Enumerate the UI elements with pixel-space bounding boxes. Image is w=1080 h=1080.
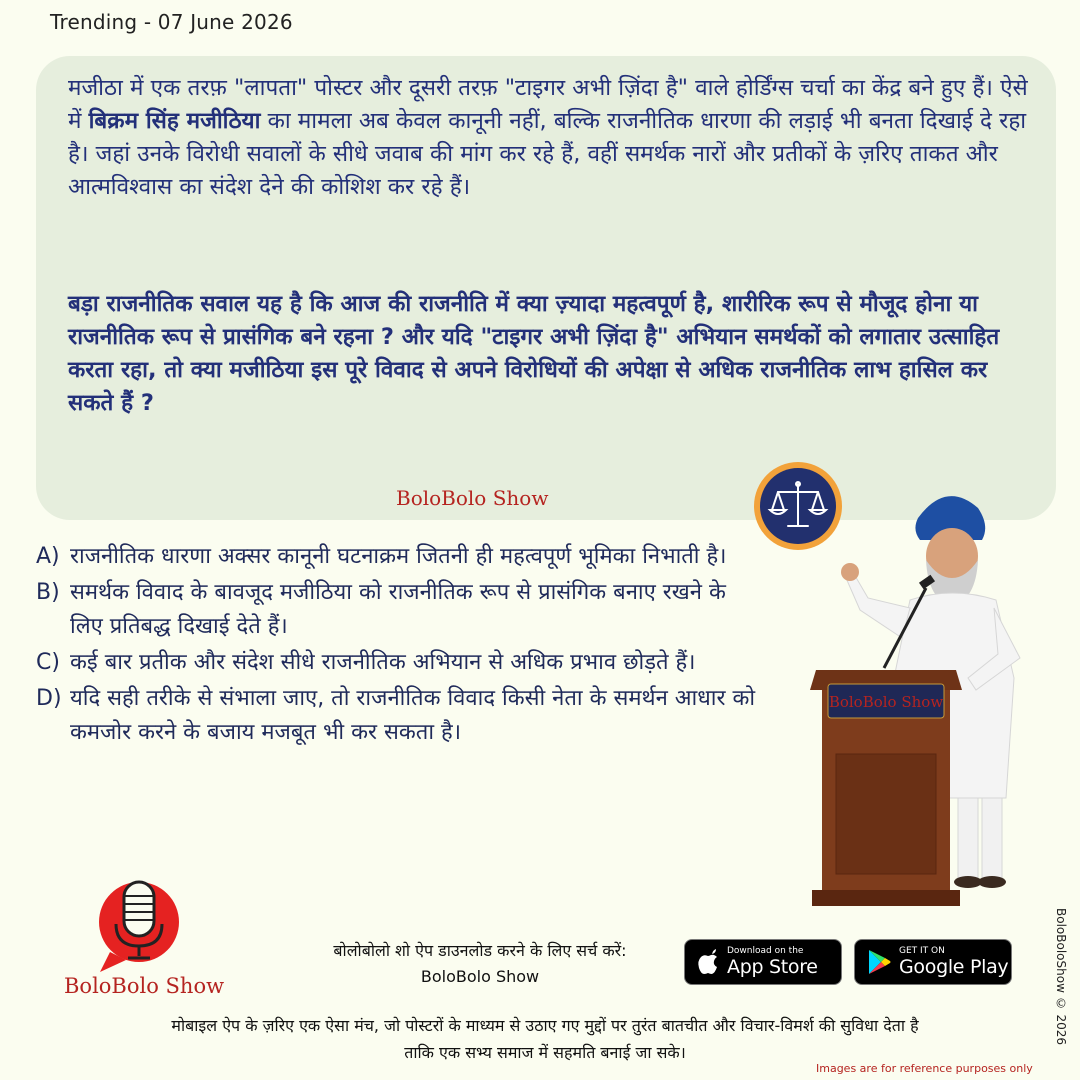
google-play-icon bbox=[867, 949, 891, 975]
trending-date: Trending - 07 June 2026 bbox=[50, 10, 293, 34]
speaker-illustration bbox=[806, 478, 1056, 918]
app-store-badge[interactable] bbox=[684, 939, 842, 985]
option-c-text: कई बार प्रतीक और संदेश सीधे राजनीतिक अभियान से अधिक प्रभाव छोड़ते हैं। bbox=[70, 650, 696, 675]
question-card bbox=[36, 56, 1056, 520]
brand-watermark: BoloBolo Show bbox=[396, 486, 549, 510]
paragraph-rest: का मामला अब केवल कानूनी नहीं, बल्कि राजनीतिक धारणा की लड़ाई भी बनता दिखाई दे रहा है। जहां उनके विरोधी सवालों के सीधे जवाब की मांग कर रहे हैं, वहीं समर्थक नारों और प्रतीकों के ज़रिए ताकत और आत्मविश्वास का संदेश देने की कोशिश कर रहे हैं। bbox=[68, 108, 1027, 200]
option-a-letter: A) bbox=[36, 544, 60, 569]
search-term: BoloBolo Show bbox=[420, 967, 540, 986]
app-store-label: App Store bbox=[727, 956, 818, 978]
google-play-label: Google Play bbox=[899, 956, 1009, 978]
option-d-letter: D) bbox=[36, 686, 62, 711]
option-d-text: यदि सही तरीके से संभाला जाए, तो राजनीतिक विवाद किसी नेता के समर्थन आधार को कमजोर करने के बजाय मजबूत भी कर सकता है। bbox=[70, 686, 756, 745]
option-c bbox=[36, 646, 816, 680]
footer-line-1: मोबाइल ऐप के ज़रिए एक ऐसा मंच, जो पोस्टरों के माध्यम से उठाए गए मुद्दों पर तुरंत बातचीत और विचार-विमर्श की सुविधा देता है bbox=[171, 1016, 919, 1035]
option-b-letter: B) bbox=[36, 580, 60, 605]
search-instruction: बोलोबोलो शो ऐप डाउनलोड करने के लिए सर्च करें: bbox=[333, 941, 627, 960]
option-c-letter: C) bbox=[36, 650, 60, 675]
answer-options bbox=[36, 540, 816, 752]
google-play-badge[interactable] bbox=[854, 939, 1012, 985]
copyright-notice: BoloBoloShow © 2026 bbox=[1054, 908, 1068, 1046]
app-store-small-text: Download on the bbox=[727, 946, 804, 956]
google-play-small-text: GET IT ON bbox=[899, 946, 945, 956]
brand-logo-text: BoloBolo Show bbox=[64, 974, 225, 998]
option-d bbox=[36, 682, 816, 750]
option-b bbox=[36, 576, 816, 644]
microphone-icon bbox=[86, 872, 192, 978]
leader-name: बिक्रम सिंह मजीठिया bbox=[88, 108, 261, 134]
paragraph-intro: मजीठा में एक तरफ़ "लापता" पोस्टर और दूसरी तरफ़ "टाइगर अभी ज़िंदा है" वाले होर्डिंग्स चर्चा का केंद्र बने हुए हैं। ऐसे में bbox=[68, 75, 1028, 134]
option-b-text: समर्थक विवाद के बावजूद मजीठिया को राजनीतिक रूप से प्रासंगिक बनाए रखने के लिए प्रतिबद्ध दिखाई देते हैं। bbox=[70, 580, 726, 639]
main-question: बड़ा राजनीतिक सवाल यह है कि आज की राजनीति में क्या ज़्यादा महत्वपूर्ण है, शारीरिक रूप से मौजूद होना या राजनीतिक रूप से प्रासंगिक बने रहना ? और यदि "टाइगर अभी ज़िंदा है" अभियान समर्थकों को लगातार उत्साहित करता रहा, तो क्या मजीठिया इस पूरे विवाद से अपने विरोधियों की अपेक्षा से अधिक राजनीतिक लाभ हासिल कर सकते हैं ? bbox=[68, 291, 1000, 416]
option-a bbox=[36, 540, 816, 574]
podium-brand-label: BoloBolo Show bbox=[828, 693, 944, 711]
footer-description bbox=[40, 1012, 1050, 1066]
option-a-text: राजनीतिक धारणा अक्सर कानूनी घटनाक्रम जितनी ही महत्वपूर्ण भूमिका निभाती है। bbox=[70, 544, 727, 569]
context-paragraph bbox=[68, 72, 1038, 204]
image-disclaimer: Images are for reference purposes only bbox=[816, 1062, 1033, 1075]
download-prompt bbox=[290, 938, 670, 990]
footer-line-2: ताकि एक सभ्य समाज में सहमति बनाई जा सके। bbox=[404, 1043, 686, 1062]
apple-icon bbox=[697, 949, 719, 975]
